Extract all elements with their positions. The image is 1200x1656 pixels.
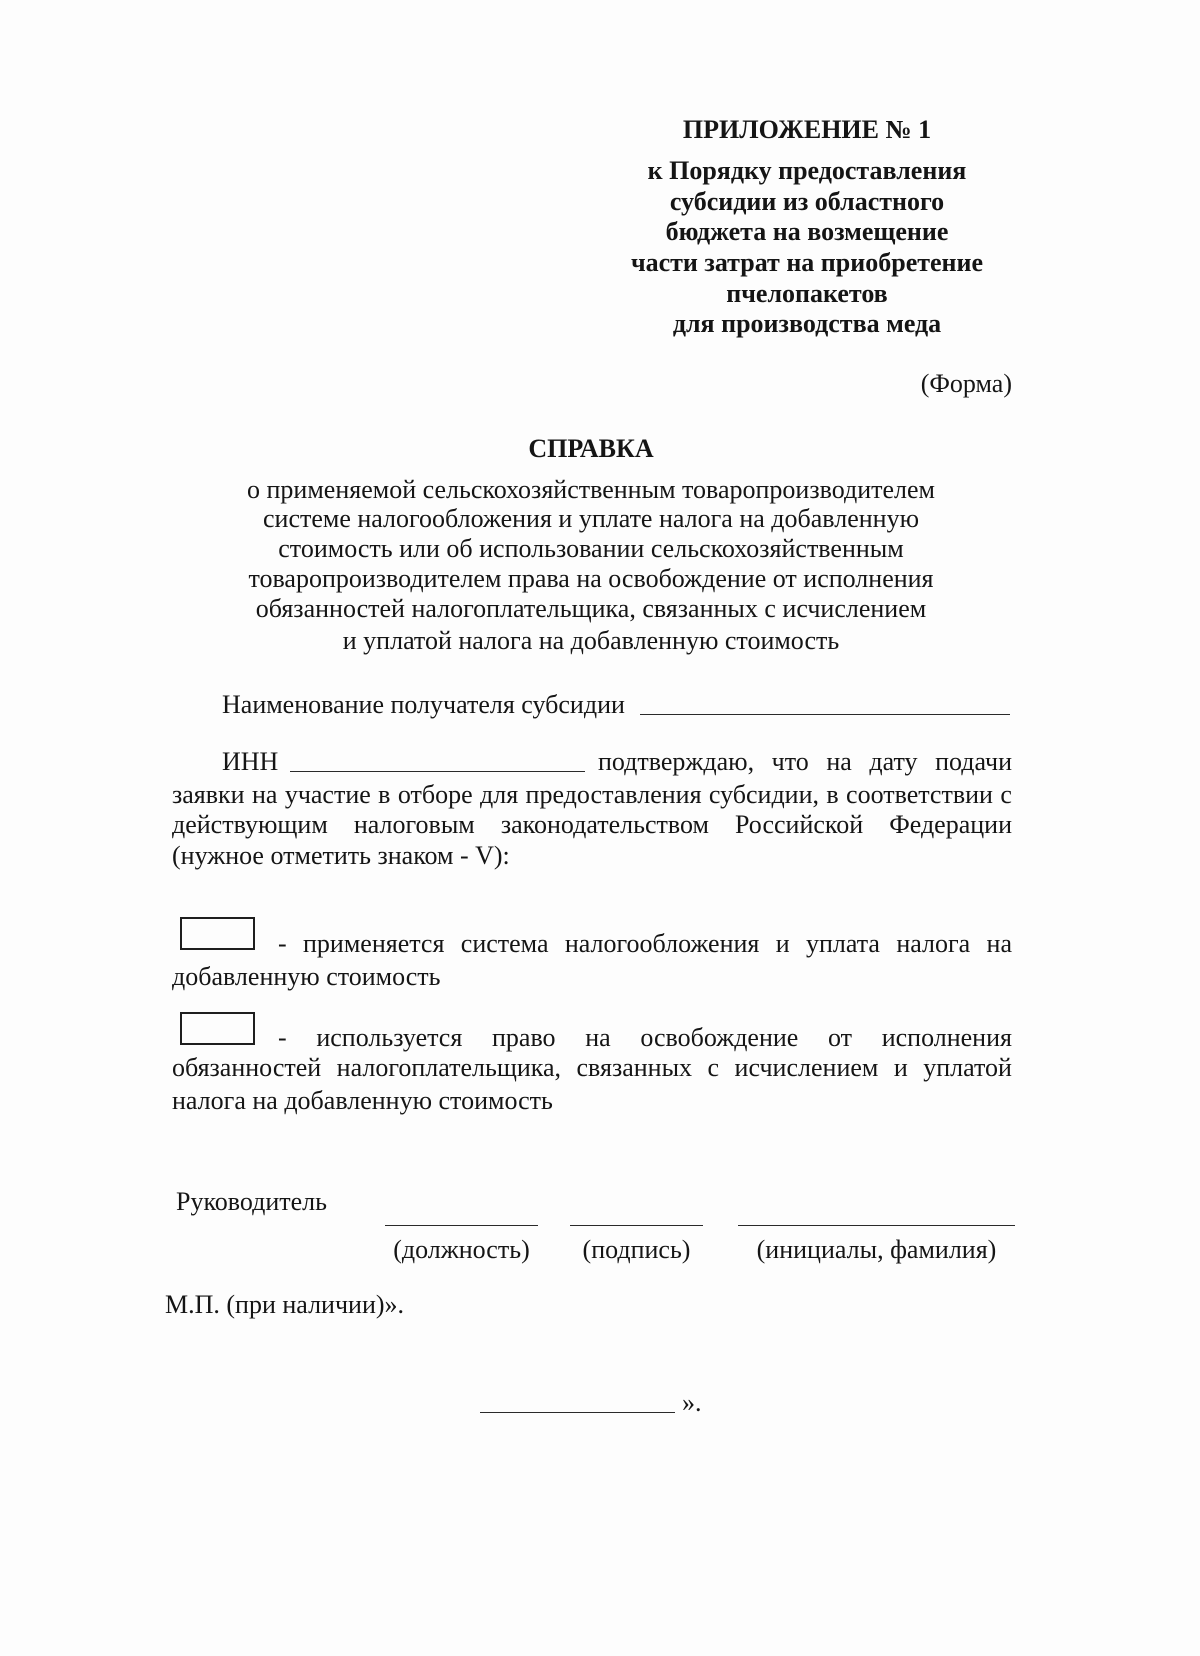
inn-blank-line bbox=[290, 771, 585, 772]
word: подтверждаю, bbox=[598, 747, 761, 776]
word: дату bbox=[869, 747, 925, 776]
word: освобождение bbox=[640, 1023, 805, 1052]
option-1-line: добавленную стоимость bbox=[172, 962, 441, 991]
certificate-subtitle-line: обязанностей налогоплательщика, связанных с исчислением bbox=[255, 594, 927, 623]
word: и bbox=[775, 929, 797, 958]
word: - bbox=[278, 1023, 294, 1052]
word: - bbox=[278, 929, 294, 958]
word: налогообложения bbox=[564, 929, 766, 958]
word: право bbox=[491, 1023, 563, 1052]
word: для bbox=[480, 780, 525, 809]
word: от bbox=[828, 1023, 859, 1052]
word: на bbox=[826, 747, 859, 776]
body-line bbox=[172, 780, 1012, 810]
appendix-line: для производства меда bbox=[672, 309, 942, 338]
word: исчислением bbox=[734, 1053, 885, 1082]
word: налоговым bbox=[353, 810, 482, 839]
word: в bbox=[378, 780, 397, 809]
certificate-subtitle-line: стоимость или об использовании сельскохозяйственным bbox=[278, 534, 904, 563]
word: на bbox=[251, 780, 284, 809]
word: на bbox=[986, 929, 1012, 958]
word: в bbox=[826, 780, 846, 809]
word: отборе bbox=[397, 780, 480, 809]
appendix-line: субсидии из областного bbox=[669, 187, 945, 216]
inn-label: ИНН bbox=[222, 747, 279, 776]
certificate-subtitle-line: о применяемой сельскохозяйственным товаропроизводителем bbox=[247, 475, 935, 504]
word: действующим bbox=[172, 810, 335, 839]
body-line bbox=[172, 810, 1012, 840]
option-2-line bbox=[278, 1023, 1012, 1053]
word: соответствии bbox=[846, 780, 1000, 809]
word: исполнения bbox=[881, 1023, 1012, 1052]
word: налога bbox=[896, 929, 977, 958]
word: обязанностей bbox=[172, 1053, 328, 1082]
inn-continuation bbox=[598, 747, 1012, 777]
appendix-line: части затрат на приобретение bbox=[630, 248, 984, 277]
option-2-checkbox bbox=[180, 1012, 255, 1045]
position-caption: (должность) bbox=[393, 1235, 530, 1264]
signature-blank-line bbox=[570, 1225, 703, 1226]
word: используется bbox=[316, 1023, 469, 1052]
option-2-line: налога на добавленную стоимость bbox=[172, 1086, 553, 1115]
appendix-line: бюджета на возмещение bbox=[665, 217, 949, 246]
word: участие bbox=[284, 780, 378, 809]
certificate-subtitle-line: системе налогообложения и уплате налога на добавленную bbox=[262, 504, 919, 533]
certificate-subtitle-line: товаропроизводителем права на освобождение от исполнения bbox=[248, 564, 934, 593]
position-blank-line bbox=[385, 1225, 538, 1226]
appendix-title: ПРИЛОЖЕНИЕ № 1 bbox=[682, 115, 932, 144]
word: налогоплательщика, bbox=[336, 1053, 568, 1082]
word: подачи bbox=[935, 747, 1012, 776]
word: и bbox=[893, 1053, 915, 1082]
signature-role: Руководитель bbox=[176, 1187, 327, 1216]
word: субсидии, bbox=[708, 780, 826, 809]
word: система bbox=[460, 929, 555, 958]
word: уплата bbox=[805, 929, 887, 958]
signature-caption: (подпись) bbox=[582, 1235, 691, 1264]
name-caption: (инициалы, фамилия) bbox=[756, 1235, 997, 1264]
word: Российской bbox=[734, 810, 870, 839]
stamp-note: М.П. (при наличии)». bbox=[165, 1290, 405, 1319]
recipient-label: Наименование получателя субсидии bbox=[222, 690, 625, 719]
word: с bbox=[1000, 780, 1012, 809]
word: предоставления bbox=[525, 780, 709, 809]
option-2-line bbox=[172, 1053, 1012, 1083]
word: что bbox=[771, 747, 816, 776]
option-1-line bbox=[278, 929, 1012, 959]
word: законодательством bbox=[500, 810, 716, 839]
word: заявки bbox=[172, 780, 252, 809]
certificate-title: СПРАВКА bbox=[528, 434, 654, 463]
word: Федерации bbox=[889, 810, 1012, 839]
certificate-subtitle-line: и уплатой налога на добавленную стоимость bbox=[342, 626, 840, 655]
word: уплатой bbox=[923, 1053, 1012, 1082]
name-blank-line bbox=[738, 1225, 1015, 1226]
body-line: (нужное отметить знаком - V): bbox=[172, 841, 510, 870]
appendix-line: к Порядку предоставления bbox=[647, 156, 967, 185]
appendix-line: пчелопакетов bbox=[726, 279, 888, 308]
form-label: (Форма) bbox=[920, 369, 1012, 398]
recipient-blank-line bbox=[640, 714, 1010, 715]
word: с bbox=[707, 1053, 726, 1082]
word: связанных bbox=[576, 1053, 699, 1082]
option-1-checkbox bbox=[180, 917, 255, 950]
closing-mark: ». bbox=[682, 1388, 702, 1417]
word: на bbox=[585, 1023, 618, 1052]
closing-blank-line bbox=[480, 1412, 675, 1413]
word: применяется bbox=[303, 929, 451, 958]
